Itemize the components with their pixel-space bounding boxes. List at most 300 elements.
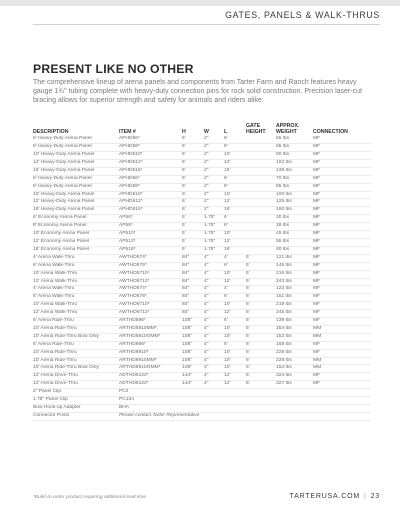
cell-connection: MF — [313, 254, 371, 262]
cell-description: 12' Heavy-Duty Arena Panel — [33, 199, 119, 207]
table-row — [33, 231, 371, 239]
cell-description: 10' Arena Ride-Thru — [33, 325, 119, 333]
header-divider — [33, 24, 380, 25]
cell-description: 16' Heavy-Duty Arena Panel — [33, 167, 119, 175]
cell-description: 8' Heavy-Duty Arena Panel — [33, 183, 119, 191]
cell-weight: 39 lbs — [276, 223, 313, 231]
cell-gate-height: 6' — [246, 365, 276, 373]
cell-weight: 85 lbs — [276, 183, 313, 191]
cell-connection — [313, 389, 371, 397]
cell-h: 108" — [182, 357, 204, 365]
table-row — [33, 167, 371, 175]
cell-gate-height: 6' — [246, 381, 276, 389]
cell-w: 4" — [204, 294, 224, 302]
cell-item: ADTHD6122* — [119, 381, 182, 389]
cell-w: 4" — [204, 270, 224, 278]
cell-item: AWTHD5712* — [119, 278, 182, 286]
cell-weight: 154 lbs — [276, 365, 313, 373]
cell-h: 144" — [182, 381, 204, 389]
cell-weight: 243 lbs — [276, 278, 313, 286]
cell-item: Please contact Tarter Representative — [119, 412, 371, 420]
table-row — [33, 254, 371, 262]
cell-description: 6' Arena Walk-Thru — [33, 262, 119, 270]
cell-weight: 80 lbs — [276, 152, 313, 160]
cell-item: AP510* — [119, 231, 182, 239]
cell-gate-height — [246, 191, 276, 199]
table-row — [33, 159, 371, 167]
cell-gate-height — [246, 389, 276, 397]
cell-description: 6' Economy Arena Panel — [33, 215, 119, 223]
cell-gate-height: 6' — [246, 341, 276, 349]
cell-gate-height: 5' — [246, 270, 276, 278]
col-header-connection: CONNECTION — [313, 128, 348, 135]
cell-connection: MF — [313, 373, 371, 381]
table-row — [33, 152, 371, 160]
cell-weight: 160 lbs — [276, 207, 313, 215]
cell-weight — [276, 389, 313, 397]
cell-description: 10' Arena Ride-Thru Bow Only — [33, 365, 119, 373]
cell-weight: 70 lbs — [276, 175, 313, 183]
cell-w: 2" — [204, 159, 224, 167]
table-row — [33, 246, 371, 254]
cell-w: 4" — [204, 341, 224, 349]
cell-l: 16' — [224, 167, 246, 175]
cell-connection: MF — [313, 246, 371, 254]
table-row — [33, 238, 371, 246]
cell-l: 8' — [224, 183, 246, 191]
cell-gate-height — [246, 207, 276, 215]
cell-item: BHA — [119, 405, 182, 413]
cell-w: 1.75" — [204, 246, 224, 254]
cell-gate-height — [246, 183, 276, 191]
cell-w: 2" — [204, 175, 224, 183]
cell-description: Bow Hook-up Adapter — [33, 405, 119, 413]
cell-l: 10' — [224, 270, 246, 278]
table-row — [33, 325, 371, 333]
cell-connection: MF — [313, 136, 371, 143]
cell-l: 4' — [224, 254, 246, 262]
cell-weight: 153 lbs — [276, 333, 313, 341]
table-row — [33, 389, 371, 397]
cell-h: 5' — [182, 238, 204, 246]
cell-h: 108" — [182, 325, 204, 333]
cell-connection: MF — [313, 215, 371, 223]
cell-h — [182, 397, 204, 405]
cell-item: ARTHD6910* — [119, 349, 182, 357]
cell-weight: 45 lbs — [276, 231, 313, 239]
cell-connection: MF — [313, 341, 371, 349]
cell-l: 10' — [224, 365, 246, 373]
cell-connection: MF — [313, 262, 371, 270]
cell-item: AWTHD576* — [119, 262, 182, 270]
cell-h: 84" — [182, 302, 204, 310]
spec-table-body — [33, 136, 371, 420]
cell-l — [224, 389, 246, 397]
cell-l: 10' — [224, 333, 246, 341]
cell-gate-height — [246, 167, 276, 175]
cell-connection: MF — [313, 381, 371, 389]
cell-h: 5' — [182, 152, 204, 160]
cell-gate-height: 5' — [246, 254, 276, 262]
cell-l: 12' — [224, 159, 246, 167]
cell-item: APHD66* — [119, 175, 182, 183]
cell-item: AWTHD6710* — [119, 302, 182, 310]
table-row — [33, 397, 371, 405]
cell-l: 6' — [224, 294, 246, 302]
cell-connection — [313, 397, 371, 405]
table-row — [33, 302, 371, 310]
cell-weight: 80 lbs — [276, 246, 313, 254]
cell-l: 6' — [224, 215, 246, 223]
col-header-item: ITEM # — [119, 128, 136, 135]
cell-item: APHD56* — [119, 136, 182, 143]
cell-item: APHD516* — [119, 167, 182, 175]
table-row — [33, 175, 371, 183]
cell-l: 10' — [224, 231, 246, 239]
cell-connection: MM — [313, 365, 371, 373]
cell-connection — [313, 405, 371, 413]
cell-w: 2" — [204, 207, 224, 215]
col-header-weight: APPROX. WEIGHT — [276, 123, 300, 135]
cell-item: AWTHD6712* — [119, 310, 182, 318]
cell-h — [182, 389, 204, 397]
cell-h: 108" — [182, 318, 204, 326]
cell-item: AWTHD574* — [119, 254, 182, 262]
cell-description: 16' Heavy-Duty Arena Panel — [33, 207, 119, 215]
spec-table — [33, 124, 371, 421]
cell-item: AP58* — [119, 223, 182, 231]
cell-l: 6' — [224, 175, 246, 183]
cell-item: ADTHD5122* — [119, 373, 182, 381]
cell-h: 84" — [182, 310, 204, 318]
table-row — [33, 357, 371, 365]
cell-l: 12' — [224, 381, 246, 389]
cell-gate-height: 5' — [246, 262, 276, 270]
table-row — [33, 405, 371, 413]
cell-l: 10' — [224, 357, 246, 365]
cell-connection: MM — [313, 325, 371, 333]
cell-w: 4" — [204, 302, 224, 310]
table-row — [33, 223, 371, 231]
cell-connection: MF — [313, 270, 371, 278]
cell-gate-height — [246, 246, 276, 254]
cell-gate-height: 6' — [246, 349, 276, 357]
cell-connection: MF — [313, 159, 371, 167]
cell-l: 12' — [224, 310, 246, 318]
cell-weight: 65 lbs — [276, 144, 313, 152]
cell-weight: 138 lbs — [276, 167, 313, 175]
cell-description: 6' Arena Ride-Thru — [33, 318, 119, 326]
cell-gate-height — [246, 136, 276, 143]
page-number: 23 — [370, 493, 380, 500]
cell-weight: 254 lbs — [276, 325, 313, 333]
table-header-row — [33, 124, 371, 136]
col-header-gate-height: GATE HEIGHT — [246, 123, 266, 135]
cell-l: 10' — [224, 191, 246, 199]
cell-connection: MF — [313, 278, 371, 286]
cell-l: 12' — [224, 373, 246, 381]
cell-h: 5' — [182, 144, 204, 152]
table-row — [33, 318, 371, 326]
cell-w: 4" — [204, 318, 224, 326]
cell-gate-height: 5' — [246, 325, 276, 333]
cell-item: APHD610* — [119, 191, 182, 199]
cell-item: ARTHD6910OMM* — [119, 365, 182, 373]
cell-gate-height: 5' — [246, 373, 276, 381]
cell-weight — [276, 405, 313, 413]
cell-w: 2" — [204, 199, 224, 207]
table-row — [33, 183, 371, 191]
cell-h: 5' — [182, 215, 204, 223]
cell-weight: 55 lbs — [276, 136, 313, 143]
cell-description: 10' Heavy-Duty Arena Panel — [33, 191, 119, 199]
cell-l: 6' — [224, 341, 246, 349]
cell-h: 6' — [182, 207, 204, 215]
table-row — [33, 270, 371, 278]
cell-item: AP56* — [119, 215, 182, 223]
cell-l — [224, 405, 246, 413]
table-row — [33, 381, 371, 389]
cell-connection: MF — [313, 152, 371, 160]
cell-description: 8' Economy Arena Panel — [33, 223, 119, 231]
table-row — [33, 144, 371, 152]
cell-l: 10' — [224, 349, 246, 357]
cell-l: 4' — [224, 286, 246, 294]
cell-description: 10' Arena Ride-Thru — [33, 349, 119, 357]
cell-connection: MF — [313, 310, 371, 318]
cell-h: 108" — [182, 349, 204, 357]
cell-gate-height — [246, 215, 276, 223]
cell-connection: MF — [313, 199, 371, 207]
cell-l: 10' — [224, 302, 246, 310]
cell-gate-height — [246, 199, 276, 207]
table-row — [33, 215, 371, 223]
cell-w: 4" — [204, 357, 224, 365]
cell-description: 16' Economy Arena Panel — [33, 246, 119, 254]
cell-l: 6' — [224, 318, 246, 326]
cell-item: APHD68* — [119, 183, 182, 191]
cell-description: 12' Arena Walk-Thru — [33, 310, 119, 318]
cell-gate-height — [246, 144, 276, 152]
cell-l: 12' — [224, 278, 246, 286]
table-row — [33, 262, 371, 270]
cell-gate-height — [246, 238, 276, 246]
table-row — [33, 341, 371, 349]
cell-w: 4" — [204, 381, 224, 389]
table-row — [33, 349, 371, 357]
cell-connection: MF — [313, 302, 371, 310]
page-footer — [290, 493, 380, 500]
cell-item: ARTHD596* — [119, 318, 182, 326]
cell-weight: 121 lbs — [276, 254, 313, 262]
cell-gate-height: 6' — [246, 302, 276, 310]
table-row — [33, 333, 371, 341]
cell-connection: MF — [313, 183, 371, 191]
table-row — [33, 412, 371, 420]
cell-description: Connector Posts — [33, 412, 119, 420]
cell-description: 10' Arena Walk-Thru — [33, 302, 119, 310]
cell-w: 2" — [204, 144, 224, 152]
cell-connection: MF — [313, 223, 371, 231]
cell-connection: MF — [313, 318, 371, 326]
cell-description: 10' Arena Walk-Thru — [33, 270, 119, 278]
cell-item: AP512* — [119, 238, 182, 246]
footnote: *Build-to-order product requiring additional lead time — [33, 495, 147, 500]
cell-weight: 151 lbs — [276, 294, 313, 302]
cell-item: APHD512* — [119, 159, 182, 167]
cell-item: AWTHD676* — [119, 294, 182, 302]
cell-item: ARTHD6910MM* — [119, 357, 182, 365]
cell-h: 84" — [182, 254, 204, 262]
cell-connection: MF — [313, 294, 371, 302]
cell-item: ARTHD696* — [119, 341, 182, 349]
cell-w: 1.75" — [204, 223, 224, 231]
cell-weight: 324 lbs — [276, 373, 313, 381]
cell-item: APHD616* — [119, 207, 182, 215]
cell-weight — [276, 397, 313, 405]
cell-description: 10' Arena Ride-Thru — [33, 357, 119, 365]
cell-h: 5' — [182, 167, 204, 175]
cell-item: APHD58* — [119, 144, 182, 152]
cell-h: 84" — [182, 278, 204, 286]
cell-l: 16' — [224, 246, 246, 254]
cell-w: 4" — [204, 373, 224, 381]
cell-w: 2" — [204, 136, 224, 143]
cell-description: 10' Heavy-Duty Arena Panel — [33, 152, 119, 160]
cell-w: 4" — [204, 286, 224, 294]
cell-description: 6' Arena Walk-Thru — [33, 294, 119, 302]
page-headline: PRESENT LIKE NO OTHER — [33, 62, 194, 76]
cell-gate-height — [246, 152, 276, 160]
cell-h: 6' — [182, 175, 204, 183]
cell-description: 10' Arena Ride-Thru Bow Only — [33, 333, 119, 341]
cell-gate-height — [246, 223, 276, 231]
cell-w: 4" — [204, 349, 224, 357]
cell-w: 2" — [204, 167, 224, 175]
col-header-description: DESCRIPTION — [33, 128, 69, 135]
cell-connection: MF — [313, 175, 371, 183]
cell-gate-height: 5' — [246, 333, 276, 341]
table-row — [33, 199, 371, 207]
cell-description: 12' Arena Drive-Thru — [33, 381, 119, 389]
cell-l — [224, 397, 246, 405]
cell-w — [204, 405, 224, 413]
table-row — [33, 310, 371, 318]
cell-weight: 55 lbs — [276, 238, 313, 246]
section-title: GATES, PANELS & WALK-THRUS — [225, 10, 380, 20]
cell-w: 4" — [204, 310, 224, 318]
cell-description: 1.75" Panel Clip — [33, 397, 119, 405]
cell-h: 108" — [182, 365, 204, 373]
table-row — [33, 286, 371, 294]
cell-w: 1.75" — [204, 215, 224, 223]
cell-l: 6' — [224, 262, 246, 270]
table-row — [33, 278, 371, 286]
cell-description: 4' Arena Walk-Thru — [33, 286, 119, 294]
cell-item: AWTHD5710* — [119, 270, 182, 278]
cell-h: 84" — [182, 294, 204, 302]
cell-item: AWTHD674* — [119, 286, 182, 294]
cell-h: 6' — [182, 191, 204, 199]
cell-description: 12' Economy Arena Panel — [33, 238, 119, 246]
intro-paragraph: The comprehensive lineup of arena panels and components from Tarter Farm and Ranch features heavy gauge 1¾" tubing complete with heavy-duty connection pins for rock solid construction. Precision laser-cut bracing allows for superior strength and safety for animals and riders alike. — [33, 79, 362, 104]
cell-connection: MM — [313, 333, 371, 341]
cell-weight: 100 lbs — [276, 191, 313, 199]
cell-weight: 228 lbs — [276, 349, 313, 357]
cell-weight: 228 lbs — [276, 357, 313, 365]
cell-h: 5' — [182, 223, 204, 231]
cell-h: 5' — [182, 246, 204, 254]
cell-w: 4" — [204, 262, 224, 270]
table-row — [33, 207, 371, 215]
cell-weight: 123 lbs — [276, 286, 313, 294]
cell-w — [204, 397, 224, 405]
cell-w: 1.75" — [204, 231, 224, 239]
cell-description: 4' Arena Walk-Thru — [33, 254, 119, 262]
cell-l: 8' — [224, 144, 246, 152]
cell-connection: MF — [313, 231, 371, 239]
col-header-l: L — [224, 128, 228, 135]
table-row — [33, 191, 371, 199]
cell-connection: MF — [313, 144, 371, 152]
cell-l: 12' — [224, 199, 246, 207]
cell-weight: 30 lbs — [276, 215, 313, 223]
cell-weight: 219 lbs — [276, 302, 313, 310]
cell-weight: 125 lbs — [276, 199, 313, 207]
cell-w: 4" — [204, 254, 224, 262]
cell-weight: 102 lbs — [276, 159, 313, 167]
cell-description: 10' Economy Arena Panel — [33, 231, 119, 239]
cell-gate-height: 6' — [246, 357, 276, 365]
col-header-h: H — [182, 128, 186, 135]
cell-connection: MF — [313, 207, 371, 215]
cell-connection: MF — [313, 167, 371, 175]
cell-description: 6' Heavy-Duty Arena Panel — [33, 175, 119, 183]
cell-gate-height — [246, 231, 276, 239]
cell-h: 84" — [182, 270, 204, 278]
cell-description: 12' Heavy-Duty Arena Panel — [33, 159, 119, 167]
cell-item: AP516* — [119, 246, 182, 254]
cell-description: 6' Heavy-Duty Arena Panel — [33, 136, 119, 143]
col-header-w: W — [204, 128, 209, 135]
cell-l: 12' — [224, 238, 246, 246]
cell-h — [182, 405, 204, 413]
cell-h: 5' — [182, 136, 204, 143]
cell-gate-height: 5' — [246, 318, 276, 326]
top-band — [0, 0, 400, 6]
cell-gate-height: 6' — [246, 310, 276, 318]
cell-weight: 168 lbs — [276, 341, 313, 349]
cell-l: 16' — [224, 207, 246, 215]
cell-description: 12' Arena Drive-Thru — [33, 373, 119, 381]
cell-gate-height — [246, 405, 276, 413]
cell-connection: MF — [313, 191, 371, 199]
cell-h: 5' — [182, 159, 204, 167]
cell-w: 2" — [204, 183, 224, 191]
cell-weight: 149 lbs — [276, 262, 313, 270]
cell-gate-height — [246, 175, 276, 183]
table-row — [33, 365, 371, 373]
cell-item: APHD510* — [119, 152, 182, 160]
cell-item: ARTHD5910OMM* — [119, 333, 182, 341]
cell-h: 84" — [182, 262, 204, 270]
cell-h: 5' — [182, 231, 204, 239]
cell-l: 6' — [224, 136, 246, 143]
cell-item: ARTHD5910MM* — [119, 325, 182, 333]
cell-gate-height: 6' — [246, 294, 276, 302]
cell-h: 6' — [182, 199, 204, 207]
cell-weight: 245 lbs — [276, 310, 313, 318]
